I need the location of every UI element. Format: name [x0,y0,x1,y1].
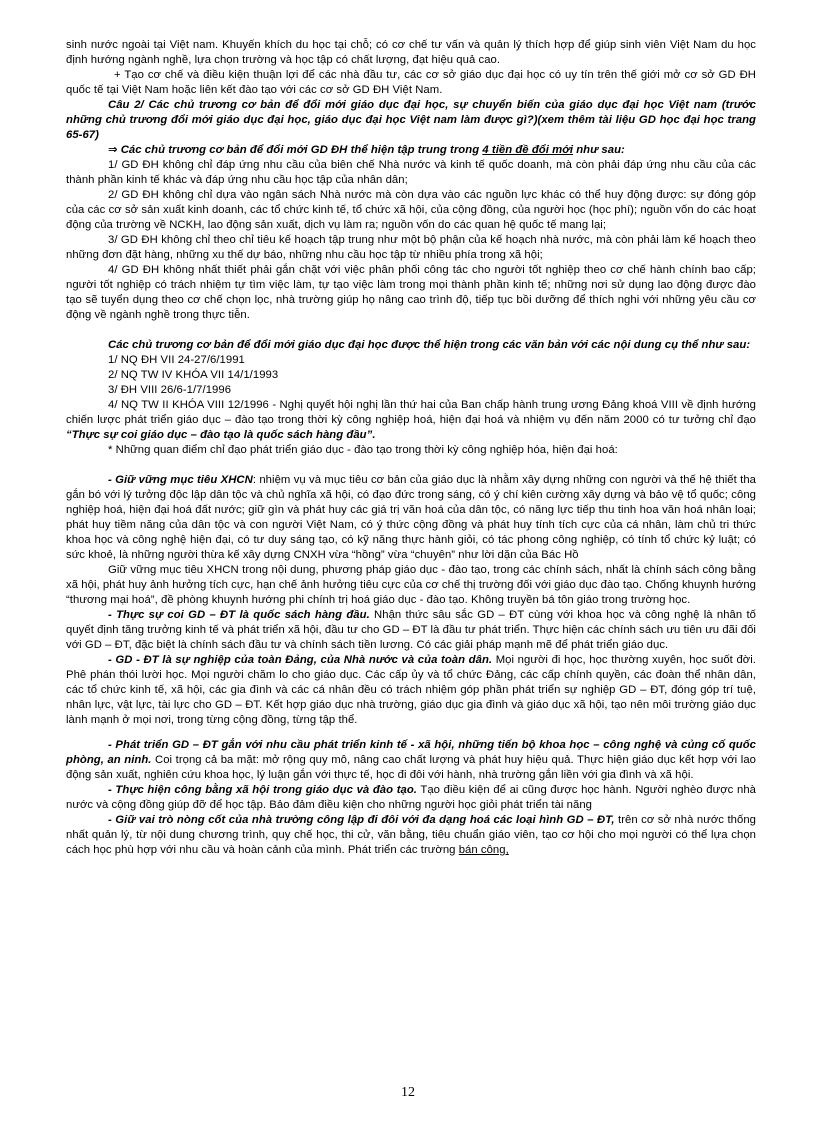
spacer [66,323,756,338]
list-item: 3/ GD ĐH không chỉ theo chỉ tiêu kế hoạch tập trung như một bộ phận của kế hoạch nhà nước, mà còn phải làm kế hoạch theo những đơn đặt hàng, những xu thế dự báo, những nhu cầu học tập từ nhiều phía trong xã hội; [66,234,756,261]
paragraph: sinh nước ngoài tại Việt nam. Khuyến khích du học tại chỗ; có cơ chế tư vấn và quản lý thích hợp để giúp sinh viên Việt Nam du học định hướng ngành nghề, lựa chọn trường và học tập có chất lượng, đạt hiệu quả cao. [66,39,756,66]
document-page [66,38,756,858]
viewpoint: - Phát triển GD – ĐT gắn với nhu cầu phát triển kinh tế - xã hội, những tiến bộ khoa học – công nghệ và củng cố quốc phòng, an ninh. Coi trọng cả ba mặt: mở rộng quy mô, nâng cao chất lượng và phát huy hiệu quả. Thực hiện giáo dục kết hợp với lao động sản xuất, nghiên cứu khoa học, lý luận gắn với thực tế, học đi đôi với hành, nhà trường gắn liền với gia đình và xã hội. [66,739,756,781]
viewpoint: - Thực hiện công bằng xã hội trong giáo dục và đào tạo. Tạo điều kiện để ai cũng được học hành. Người nghèo được nhà nước và cộng đồng giúp đỡ để học tập. Bảo đảm điều kiện cho những người học giỏi phát triển tài năng [66,784,756,811]
spacer [66,458,756,473]
paragraph: * Những quan điểm chỉ đạo phát triển giáo dục - đào tạo trong thời kỳ công nghiệp hóa, hiện đại hoá: [108,444,618,456]
viewpoint: - Giữ vững mục tiêu XHCN: nhiệm vụ và mục tiêu cơ bản của giáo dục là nhằm xây dựng những con người và thế hệ thiết tha gắn bó với lý tưởng độc lập dân tộc và chủ nghĩa xã hội, có đạo đức trong sáng, có ý chí kiên cường xây dựng và bảo vệ tổ quốc; công nghiệp hoá, hiện đại hoá đất nước; giữ gìn và phát huy các giá trị văn hoá của dân tộc, có năng lực tiếp thu tinh hoa văn hoá nhân loại; phát huy tiềm năng của dân tộc và con người Việt Nam, có ý thức cộng đồng và phát huy tính tích cực của cá nhân, làm chủ tri thức khoa học và công nghệ hiện đại, có tư duy sáng tạo, có kỹ năng thực hành giỏi, có tác phong công nghiệp, có tính tổ chức kỷ luật; có sức khoẻ, là những người thừa kế xây dựng CNXH vừa “hồng” vừa “chuyên” như lời dặn của Bác Hồ [66,474,756,561]
paragraph: Giữ vững mục tiêu XHCN trong nội dung, phương pháp giáo dục - đào tạo, trong các chính sách, nhất là chính sách công bằng xã hội, phát huy ảnh hưởng tích cực, hạn chế ảnh hưởng tiêu cực của cơ chế thị trường đối với giáo dục đào tạo. Chống khuynh hướng “thương mại hoá”, đề phòng khuynh hướng phi chính trị hoá giáo dục - đào tạo. Không truyền bá tôn giáo trong trường học. [66,564,756,606]
list-item: 3/ ĐH VIII 26/6-1/7/1996 [108,384,232,396]
list-item: 2/ GD ĐH không chỉ dựa vào ngân sách Nhà nước mà còn dựa vào các nguồn lực khác có thể huy động được: sự đóng góp của các cơ sở sản xuất kinh doanh, các tổ chức kinh tế, tổ chức xã hội, của cộng đồng, của người học (học phí); nguồn vốn do các hoạt động của trường về NCKH, lao động sản xuất, dịch vụ làm ra; nguồn vốn do các quan hệ quốc tế mang lại; [66,189,756,231]
spacer [66,728,756,738]
list-item: 4/ NQ TW II KHÓA VIII 12/1996 - Nghị quyết hội nghị lần thứ hai của Ban chấp hành trung ương Đảng khoá VIII về định hướng chiến lược phát triển giáo dục – đào tạo trong thời kỳ công nghiệp hoá, hiện đại hoá và nhiệm vụ đến năm 2000 có tư tưởng chỉ đạo “Thực sự coi giáo dục – đào tạo là quốc sách hàng đầu”. [66,399,756,441]
list-item: 4/ GD ĐH không nhất thiết phải gắn chặt với việc phân phối công tác cho người tốt nghiệp theo cơ chế hành chính bao cấp; người tốt nghiệp có trách nhiệm tự tìm việc làm, tự tạo việc làm trong mọi thành phần kinh tế; những nơi sử dụng lao động được đào tạo sẽ tuyển dụng theo cơ chế chọn lọc, nhà trường giúp họ nâng cao trình độ, tiếp tục bồi dưỡng để thích nghi với những yêu cầu cơ động về ngành nghề trong thực tiễn. [66,264,756,321]
viewpoint: - GD - ĐT là sự nghiệp của toàn Đảng, của Nhà nước và của toàn dân. Mọi người đi học, học thường xuyên, học suốt đời. Phê phán thói lười học. Mọi người chăm lo cho giáo dục. Các cấp ủy và tổ chức Đảng, các cấp chính quyền, các đoàn thể nhân dân, các tổ chức kinh tế, xã hội, các gia đình và các cá nhân đều có trách nhiệm góp phần phát triển sự nghiệp GD – ĐT, đóng góp trí tuệ, nhân lực, vật lực, tài lực cho GD – ĐT. Kết hợp giáo dục nhà trường, giáo dục gia đình và giáo dục xã hội, tạo nên môi trường giáo dục lành mạnh ở mọi nơi, trong từng cộng đồng, từng tập thể. [66,654,756,726]
page-number: 12 [401,1085,415,1100]
question-heading: Câu 2/ Các chủ trương cơ bản để đổi mới giáo dục đại học, sự chuyển biến của giáo dục đại học Việt nam (trước những chủ trương đổi mới giáo dục đại học, giáo dục đại học Việt nam làm được gì?)(xem thêm tài liệu GD học đại học trang 65-67) [66,99,756,141]
arrow-icon: ⇒ [108,144,118,156]
list-item: 1/ NQ ĐH VII 24-27/6/1991 [108,354,245,366]
list-item: 2/ NQ TW IV KHÓA VII 14/1/1993 [108,369,279,381]
premise-heading: ⇒ Các chủ trương cơ bản để đổi mới GD ĐH thể hiện tập trung trong 4 tiền đề đổi mới như sau: [108,144,625,156]
section-heading: Các chủ trương cơ bản để đổi mới giáo dục đại học được thể hiện trong các văn bản với các nội dung cụ thể như sau: [108,339,751,351]
paragraph: + Tạo cơ chế và điều kiện thuận lợi để các nhà đầu tư, các cơ sở giáo dục đại học có uy tín trên thế giới mở cơ sở GD ĐH quốc tế tại Việt Nam hoặc liên kết đào tạo với các cơ sở GD ĐH Việt Nam. [66,69,756,96]
list-item: 1/ GD ĐH không chỉ đáp ứng nhu cầu của biên chế Nhà nước và kinh tế quốc doanh, mà còn phải đáp ứng nhu cầu của các thành phần kinh tế khác và đáp ứng nhu cầu học tập của nhân dân; [66,159,756,186]
viewpoint: - Thực sự coi GD – ĐT là quốc sách hàng đầu. Nhận thức sâu sắc GD – ĐT cùng với khoa học và công nghệ là nhân tố quyết định tăng trưởng kinh tế và phát triển xã hội, đầu tư cho GD – ĐT là đầu tư phát triển. Thực hiện các chính sách ưu tiên ưu đãi đối với GD – ĐT, đặc biệt là chính sách đầu tư và chính sách tiền lương. Có các giải pháp mạnh mẽ để phát triển giáo dục. [66,609,756,651]
viewpoint: - Giữ vai trò nòng cốt của nhà trường công lập đi đôi với đa dạng hoá các loại hình GD – ĐT, trên cơ sở nhà nước thống nhất quản lý, từ nội dung chương trình, quy chế học, thi cử, văn bằng, tiêu chuẩn giáo viên, tạo cơ hội cho mọi người có thể lựa chọn cách học phù hợp với nhu cầu và hoàn cảnh của mình. Phát triển các trường bán công, [66,814,756,856]
